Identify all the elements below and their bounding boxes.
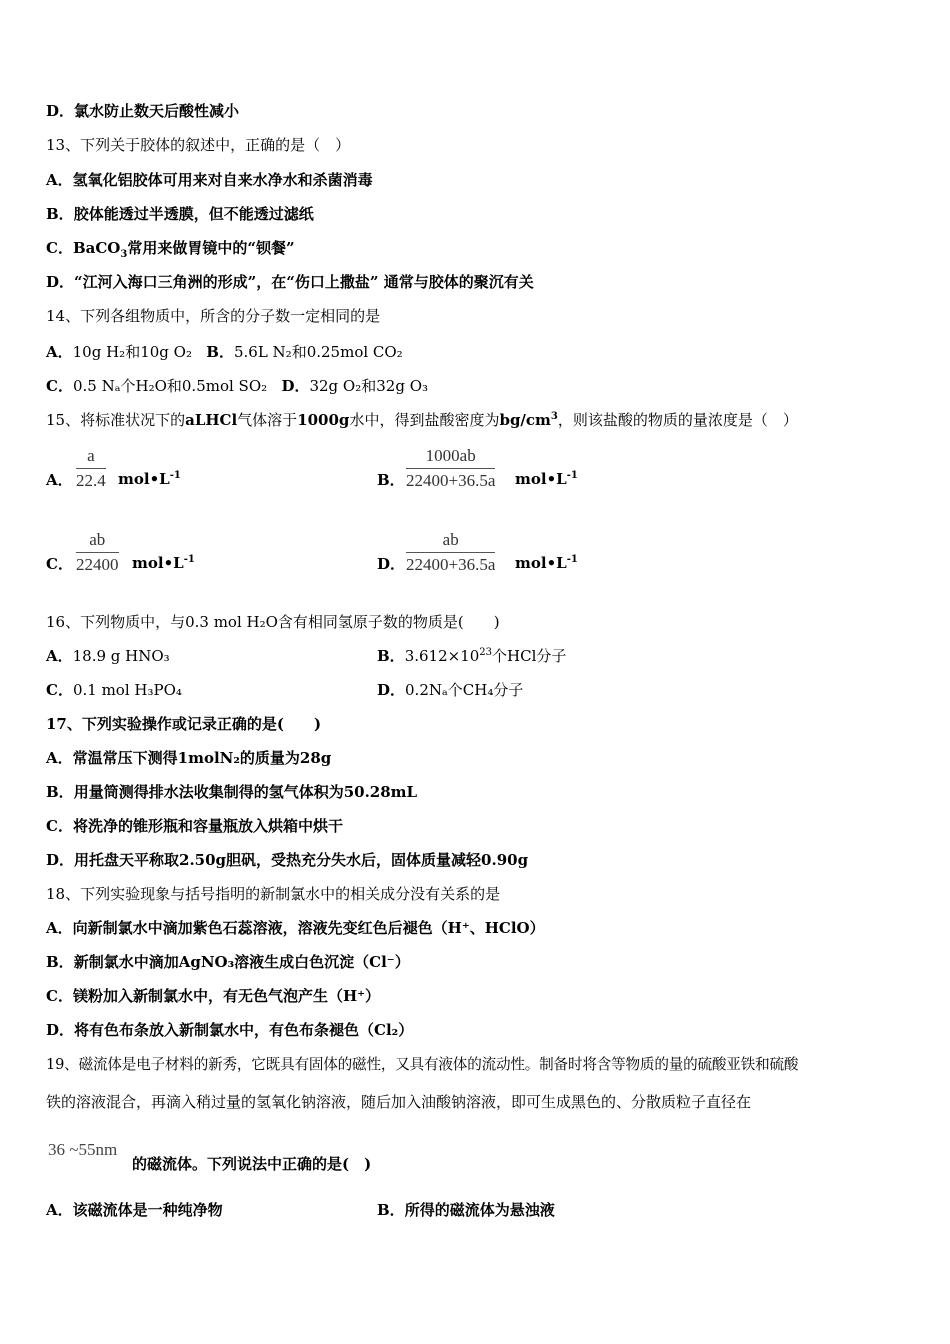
- q17-option-b: [46, 782, 417, 802]
- option-text: 将洗净的锥形瓶和容量瓶放入烘箱中烘干: [72, 817, 343, 835]
- unit-text: mol•L: [515, 554, 567, 572]
- option-label: A．: [46, 343, 73, 361]
- stem-text: 1000g: [297, 411, 350, 429]
- q15-stem: [46, 410, 798, 430]
- option-label: A．: [46, 171, 73, 189]
- option-label: A．: [46, 647, 73, 665]
- option-label: D．: [46, 273, 75, 291]
- option-text: 0.2Nₐ个CH₄分子: [405, 681, 524, 699]
- q18-option-a: [46, 918, 545, 938]
- q16-stem: 16、下列物质中，与0.3 mol H₂O含有相同氢原子数的物质是( ): [46, 613, 500, 631]
- option-label: C．: [46, 681, 73, 699]
- q16-option-a: [46, 646, 170, 666]
- option-text: 32g O₂和32g O₃: [309, 377, 429, 395]
- denominator: 22400+36.5a: [406, 555, 496, 574]
- option-text: 氯水防止数天后酸性减小: [74, 102, 240, 120]
- unit-text: mol•L: [132, 554, 184, 572]
- numerator: a: [76, 446, 106, 469]
- stem-text: ，则该盐酸的物质的量浓度是（ ）: [557, 411, 798, 429]
- q19-stem-line2: 铁的溶液混合，再滴入稍过量的氢氧化钠溶液，随后加入油酸钠溶液，即可生成黑色的、分散质粒子直径在: [46, 1093, 752, 1111]
- option-text: 18.9 g HNO₃: [72, 647, 170, 665]
- option-label: D．: [46, 102, 75, 120]
- unit-text: mol•L: [515, 470, 567, 488]
- q13-option-d: [46, 272, 534, 292]
- q15-option-d-label: D．: [377, 555, 406, 573]
- q14-stem: 14、下列各组物质中，所含的分子数一定相同的是: [46, 307, 381, 325]
- option-label: A．: [46, 1201, 73, 1219]
- q15-option-b-unit: [515, 470, 578, 488]
- q12-option-d: [46, 101, 239, 121]
- option-text: 用量筒测得排水法收集制得的氢气体积为50.28mL: [73, 783, 418, 801]
- option-text: 10g H₂和10g O₂: [72, 343, 192, 361]
- q15-option-c-unit: [132, 554, 195, 572]
- option-text: 0.1 mol H₃PO₄: [72, 681, 182, 699]
- option-text: 胶体能透过半透膜，但不能透过滤纸: [73, 205, 314, 223]
- stem-text: aLHCl: [185, 411, 238, 429]
- q15-option-a-unit: [118, 470, 181, 488]
- q15-option-b-fraction: [406, 446, 495, 491]
- option-text: 0.5 Nₐ个H₂O和0.5mol SO₂: [72, 377, 268, 395]
- q16-option-c: [46, 680, 182, 700]
- q15-option-c-fraction: [76, 530, 119, 575]
- option-label: B．: [377, 647, 405, 665]
- option-text: 3.612×10: [404, 647, 480, 665]
- q15-option-d-fraction: [406, 530, 495, 575]
- q17-option-a: [46, 748, 331, 768]
- q18-option-c: [46, 986, 380, 1006]
- q17-option-d: [46, 850, 528, 870]
- option-text: 该磁流体是一种纯净物: [72, 1201, 223, 1219]
- q17-option-c: [46, 816, 343, 836]
- q14-options-ab: [46, 342, 403, 362]
- stem-text: 水中，得到盐酸密度为: [349, 411, 500, 429]
- subscript: 3: [120, 249, 128, 260]
- q18-option-d: [46, 1020, 413, 1040]
- q19-stem-line1: 19、磁流体是电子材料的新秀，它既具有固体的磁性，又具有液体的流动性。制备时将含等物质的量的硫酸亚铁和硫酸: [46, 1056, 799, 1073]
- superscript: 3: [550, 411, 558, 422]
- option-text: 所得的磁流体为悬浊液: [404, 1201, 555, 1219]
- option-text: 常用来做胃镜中的“钡餐”: [127, 239, 295, 257]
- q19-range: 36 ~55nm: [48, 1140, 118, 1159]
- option-text: “江河入海口三角洲的形成”，在“伤口上撒盐” 通常与胶体的聚沉有关: [74, 273, 534, 291]
- q13-option-a: [46, 170, 373, 190]
- option-text: 新制氯水中滴加AgNO₃溶液生成白色沉淀（Cl⁻）: [73, 953, 410, 971]
- stem-text: 气体溶于: [237, 411, 298, 429]
- option-label: B．: [46, 783, 74, 801]
- q15-option-d-unit: [515, 554, 578, 572]
- option-text: 个HCl分子: [492, 647, 567, 665]
- option-label: D．: [281, 377, 310, 395]
- option-label: A．: [46, 749, 73, 767]
- option-label: B．: [206, 343, 234, 361]
- q15-option-a-fraction: [76, 446, 106, 491]
- q19-option-a: [46, 1200, 223, 1220]
- q13-stem: 13、下列关于胶体的叙述中，正确的是（ ）: [46, 136, 351, 154]
- q13-option-b: [46, 204, 314, 224]
- denominator: 22400: [76, 555, 119, 574]
- q15-option-b-label: B．: [377, 471, 405, 489]
- option-label: C．: [46, 987, 73, 1005]
- unit-exponent: -1: [169, 470, 181, 481]
- option-text: 向新制氯水中滴加紫色石蕊溶液，溶液先变红色后褪色（H⁺、HClO）: [72, 919, 545, 937]
- denominator: 22400+36.5a: [406, 471, 496, 490]
- option-label: D．: [46, 1021, 75, 1039]
- option-label: B．: [377, 1201, 405, 1219]
- option-text: 常温常压下测得1molN₂的质量为28g: [72, 749, 332, 767]
- option-label: D．: [377, 681, 406, 699]
- q18-stem: 18、下列实验现象与括号指明的新制氯水中的相关成分没有关系的是: [46, 885, 501, 903]
- q19-option-b: [377, 1200, 555, 1220]
- q16-option-b: [377, 646, 566, 666]
- stem-text: 15、将标准状况下的: [46, 411, 186, 429]
- numerator: 1000ab: [406, 446, 495, 469]
- q14-options-cd: [46, 376, 428, 396]
- option-label: C．: [46, 377, 73, 395]
- option-label: B．: [46, 953, 74, 971]
- unit-exponent: -1: [183, 554, 195, 565]
- option-label: C．: [46, 817, 73, 835]
- unit-text: mol•L: [118, 470, 170, 488]
- q17-stem: 17、下列实验操作或记录正确的是( ): [46, 715, 322, 733]
- numerator: ab: [406, 530, 495, 553]
- numerator: ab: [76, 530, 119, 553]
- stem-text: bg/cm: [499, 411, 551, 429]
- option-text: 氢氧化铝胶体可用来对自来水净水和杀菌消毒: [72, 171, 373, 189]
- q15-option-a-label: A．: [46, 471, 73, 489]
- option-text: 镁粉加入新制氯水中，有无色气泡产生（H⁺）: [72, 987, 381, 1005]
- q15-option-c-label: C．: [46, 555, 73, 573]
- option-label: D．: [46, 851, 75, 869]
- unit-exponent: -1: [566, 470, 578, 481]
- option-text: 将有色布条放入新制氯水中，有色布条褪色（Cl₂）: [74, 1021, 414, 1039]
- unit-exponent: -1: [566, 554, 578, 565]
- option-text: 5.6L N₂和0.25mol CO₂: [233, 343, 403, 361]
- denominator: 22.4: [76, 471, 106, 490]
- q18-option-b: [46, 952, 410, 972]
- q19-stem-line3: 的磁流体。下列说法中正确的是( ): [132, 1155, 372, 1173]
- q13-option-c: [46, 238, 295, 258]
- option-label: B．: [46, 205, 74, 223]
- option-text: BaCO: [72, 239, 121, 257]
- q16-option-d: [377, 680, 523, 700]
- option-text: 用托盘天平称取2.50g胆矾，受热充分失水后，固体质量减轻0.90g: [74, 851, 529, 869]
- superscript: 23: [479, 647, 493, 658]
- option-label: C．: [46, 239, 73, 257]
- option-label: A．: [46, 919, 73, 937]
